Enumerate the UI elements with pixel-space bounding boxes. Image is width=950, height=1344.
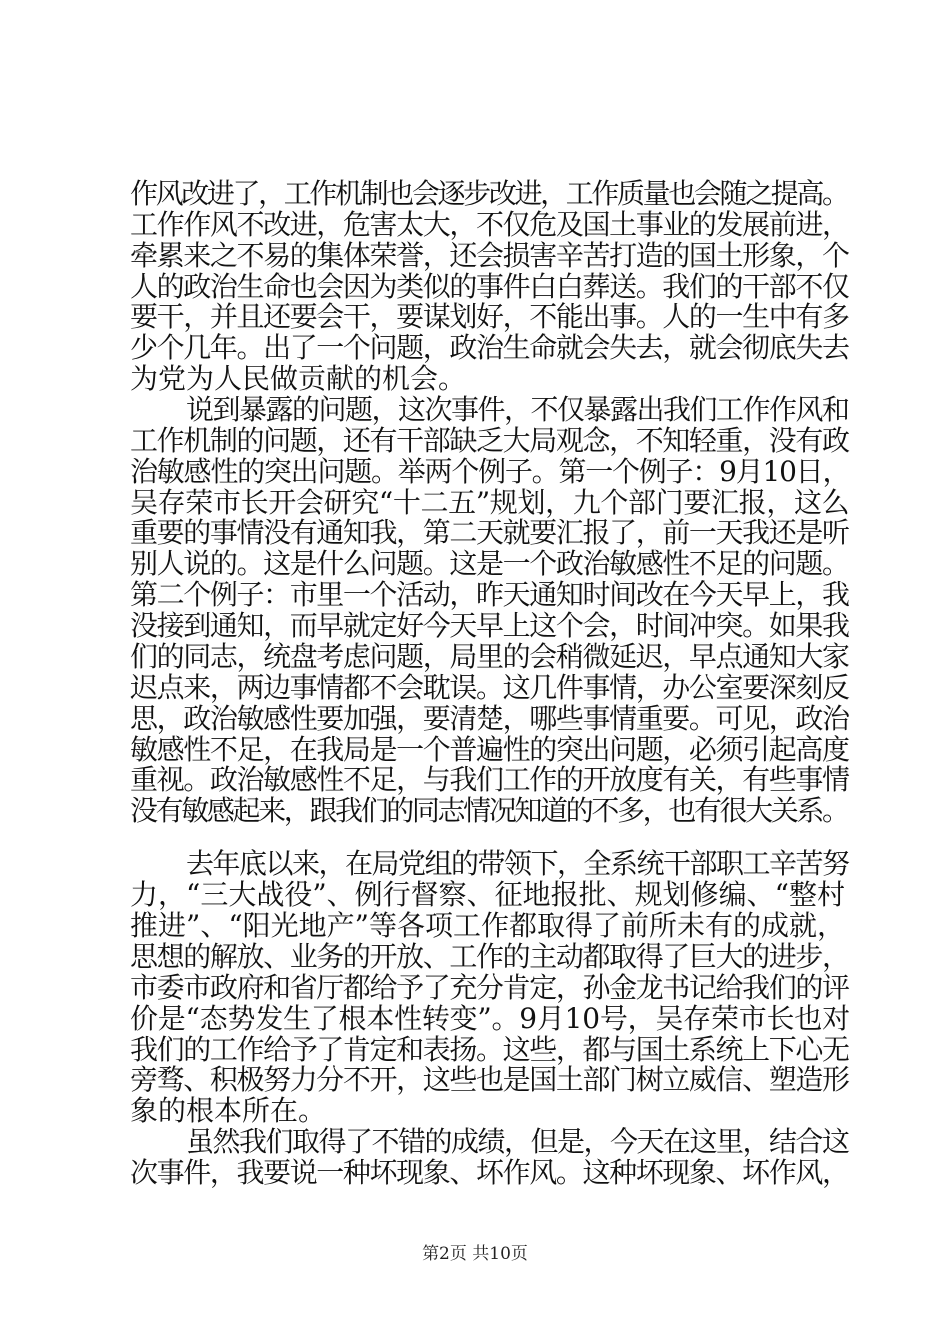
text-line: 价是“态势发生了根本性转变”。9月10号，吴存荣市长也对 [130, 1001, 850, 1035]
text-line: 治敏感性的突出问题。举两个例子。第一个例子：9月10日， [130, 454, 850, 488]
paragraph-first-line: 说到暴露的问题，这次事件，不仅暴露出我们工作作风和 [186, 393, 849, 427]
paragraph-first-line: 去年底以来，在局党组的带领下，全系统干部职工辛苦努 [186, 847, 849, 881]
text-line: 我们的工作给予了肯定和表扬。这些，都与国土系统上下心无 [130, 1032, 849, 1066]
text-line: 重要的事情没有通知我，第二天就要汇报了，前一天我还是听 [130, 516, 849, 550]
text-line: 工作机制的问题，还有干部缺乏大局观念，不知轻重，没有政 [130, 423, 849, 457]
paragraph-first-line: 虽然我们取得了不错的成绩，但是，今天在这里，结合这 [186, 1125, 849, 1159]
text-line: 牵累来之不易的集体荣誉，还会损害辛苦打造的国土形象，个 [130, 238, 849, 272]
text-line: 要干，并且还要会干，要谋划好，不能出事。人的一生中有多 [130, 300, 849, 334]
text-line: 作风改进了，工作机制也会逐步改进，工作质量也会随之提高。 [130, 177, 848, 210]
text-line: 别人说的。这是什么问题。这是一个政治敏感性不足的问题。 [130, 547, 849, 581]
text-line: 重视。政治敏感性不足，与我们工作的开放度有关，有些事情 [130, 763, 849, 797]
text-line: 少个几年。出了一个问题，政治生命就会失去，就会彻底失去 [130, 331, 849, 365]
text-line: 人的政治生命也会因为类似的事件白白葬送。我们的干部不仅 [130, 269, 849, 303]
text-line: 敏感性不足，在我局是一个普遍性的突出问题，必须引起高度 [130, 732, 849, 766]
text-line: 象的根本所在。 [130, 1094, 327, 1128]
text-line: 没接到通知，而早就定好今天早上这个会，时间冲突。如果我 [130, 609, 849, 643]
text-line: 市委市政府和省厅都给予了充分肯定，孙金龙书记给我们的评 [130, 970, 849, 1004]
text-line: 推进”、“阳光地产”等各项工作都取得了前所未有的成就， [130, 909, 845, 943]
text-line: 为党为人民做贡献的机会。 [130, 362, 467, 396]
text-line: 力，“三大战役”、例行督察、征地报批、规划修编、“整村 [130, 878, 845, 912]
text-line: 工作作风不改进，危害太大，不仅危及国土事业的发展前进， [130, 207, 849, 241]
text-line: 吴存荣市长开会研究“十二五”规划，九个部门要汇报，这么 [130, 485, 850, 519]
text-line: 们的同志，统盘考虑问题，局里的会稍微延迟，早点通知大家 [130, 639, 849, 673]
text-line: 次事件，我要说一种坏现象、坏作风。这种坏现象、坏作风， [130, 1156, 849, 1189]
page-footer: 第2页 共10页 [422, 1244, 528, 1264]
text-line: 思想的解放、业务的开放、工作的主动都取得了巨大的进步， [130, 939, 849, 973]
text-line: 迟点来，两边事情都不会耽误。这几件事情，办公室要深刻反 [130, 670, 849, 704]
text-line: 思，政治敏感性要加强，要清楚，哪些事情重要。可见，政治 [130, 701, 849, 735]
text-line: 第二个例子：市里一个活动，昨天通知时间改在今天早上，我 [130, 578, 849, 612]
text-line: 旁骛、积极努力分不开，这些也是国土部门树立威信、塑造形 [130, 1063, 849, 1097]
text-line: 没有敏感起来，跟我们的同志情况知道的不多，也有很大关系。 [130, 794, 848, 828]
